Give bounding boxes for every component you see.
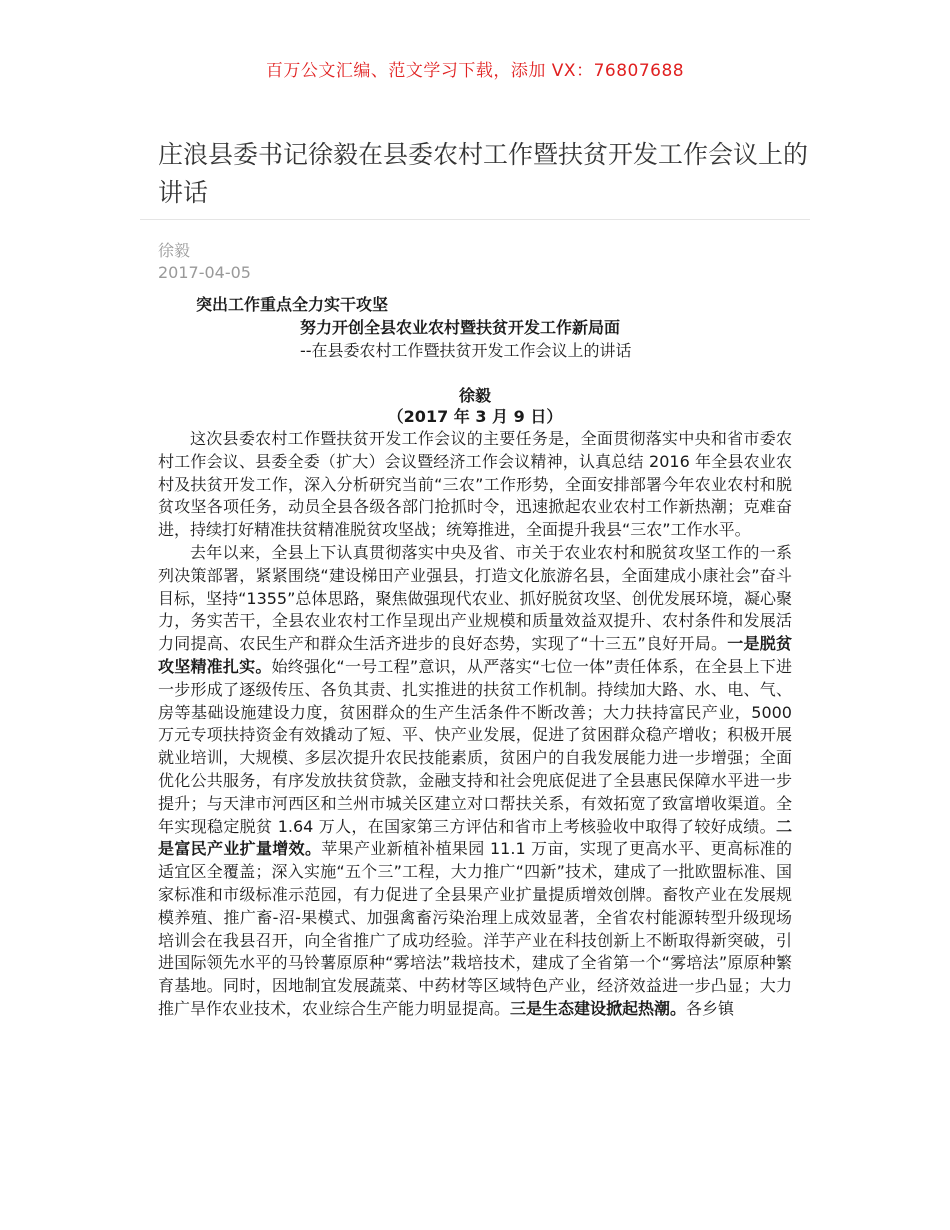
speech-body bbox=[158, 428, 792, 1021]
speech-heading-line1: 突出工作重点全力实干攻坚 bbox=[196, 295, 389, 314]
title-divider bbox=[140, 219, 810, 220]
promo-banner: 百万公文汇编、范文学习下载，添加 VX：76807688 bbox=[265, 61, 685, 81]
p2-point-3-text: 各乡镇 bbox=[686, 998, 735, 1018]
article-author: 徐毅 bbox=[158, 241, 191, 260]
p2-point-1-heading: 一是脱贫攻坚精准扎实。 bbox=[158, 634, 792, 676]
p2-point-2-text: 苹果产业新植补植果园 11.1 万亩，实现了更高水平、更高标准的适宜区全覆盖；深入实施“五个三”工程，大力推广“四新”技术，建成了一批欧盟标准、国家标准和市级标准示范园，有力促进了全县果产业扩量提质增效创牌。畜牧产业在发展规模养殖、推广畜-沼-果模式、加强禽畜污染治理上成效显著，全省农村能源转型升级现场培训会在我县召开，向全省推广了成功经验。洋芋产业在科技创新上不断取得新突破，引进国际领先水平的马铃薯原原种“雾培法”栽培技术，建成了全省第一个“雾培法”原原种繁育基地。同时，因地制宜发展蔬菜、中药材等区域特色产业，经济效益进一步凸显；大力推广旱作农业技术，农业综合生产能力明显提高。 bbox=[158, 839, 792, 1018]
speech-date: （2017 年 3 月 9 日） bbox=[387, 407, 563, 426]
speech-subtitle: --在县委农村工作暨扶贫开发工作会议上的讲话 bbox=[300, 341, 632, 360]
p2-point-3-heading: 三是生态建设掀起热潮。 bbox=[510, 998, 687, 1018]
p2-point-2-heading: 二是富民产业扩量增效。 bbox=[158, 816, 792, 859]
p2-intro: 去年以来，全县上下认真贯彻落实中央及省、市关于农业农村和脱贫攻坚工作的一系列决策部署，紧紧围绕“建设梯田产业强县，打造文化旅游名县，全面建成小康社会”奋斗目标，坚持“1355”总体思路，聚焦做强现代农业、抓好脱贫攻坚、创优发展环境，凝心聚力，务实苦干，全县农业农村工作呈现出产业规模和质量效益双提升、农村条件和发展活力同提高、农民生产和群众生活齐进步的良好态势，实现了“十三五”良好开局。 bbox=[158, 542, 792, 654]
article-title: 庄浪县委书记徐毅在县委农村工作暨扶贫开发工作会议上的讲话 bbox=[158, 140, 809, 207]
speech-heading-line2: 努力开创全县农业农村暨扶贫开发工作新局面 bbox=[300, 318, 621, 337]
body-paragraph-2 bbox=[158, 542, 792, 1021]
body-paragraph-1: 这次县委农村工作暨扶贫开发工作会议的主要任务是，全面贯彻落实中央和省市委农村工作会议、县委全委（扩大）会议暨经济工作会议精神，认真总结 2016 年全县农业农村及扶贫开发工作，深入分析研究当前“三农”工作形势，全面安排部署今年农业农村和脱贫攻坚各项任务，动员全县各级各部门抢抓时令，迅速掀起农业农村工作新热潮；克难奋进，持续打好精准扶贫精准脱贫攻坚战；统筹推进，全面提升我县“三农”工作水平。 bbox=[158, 429, 792, 540]
speech-speaker: 徐毅 bbox=[458, 386, 491, 405]
article-date: 2017-04-05 bbox=[158, 263, 251, 282]
p2-point-1-text: 始终强化“一号工程”意识，从严落实“七位一体”责任体系，在全县上下进一步形成了逐级传压、各负其责、扎实推进的扶贫工作机制。持续加大路、水、电、气、房等基础设施建设力度，贫困群众的生产生活条件不断改善；大力扶持富民产业，5000 万元专项扶持资金有效撬动了短、平、快产业发展，促进了贫困群众稳产增收；积极开展就业培训，大规模、多层次提升农民技能素质，贫困户的自我发展能力进一步增强；全面优化公共服务，有序发放扶贫贷款，金融支持和社会兜底促进了全县惠民保障水平进一步提升；与天津市河西区和兰州市城关区建立对口帮扶关系，有效拓宽了致富增收渠道。全年实现稳定脱贫 1.64 万人，在国家第三方评估和省市上考核验收中取得了较好成绩。 bbox=[158, 656, 792, 836]
